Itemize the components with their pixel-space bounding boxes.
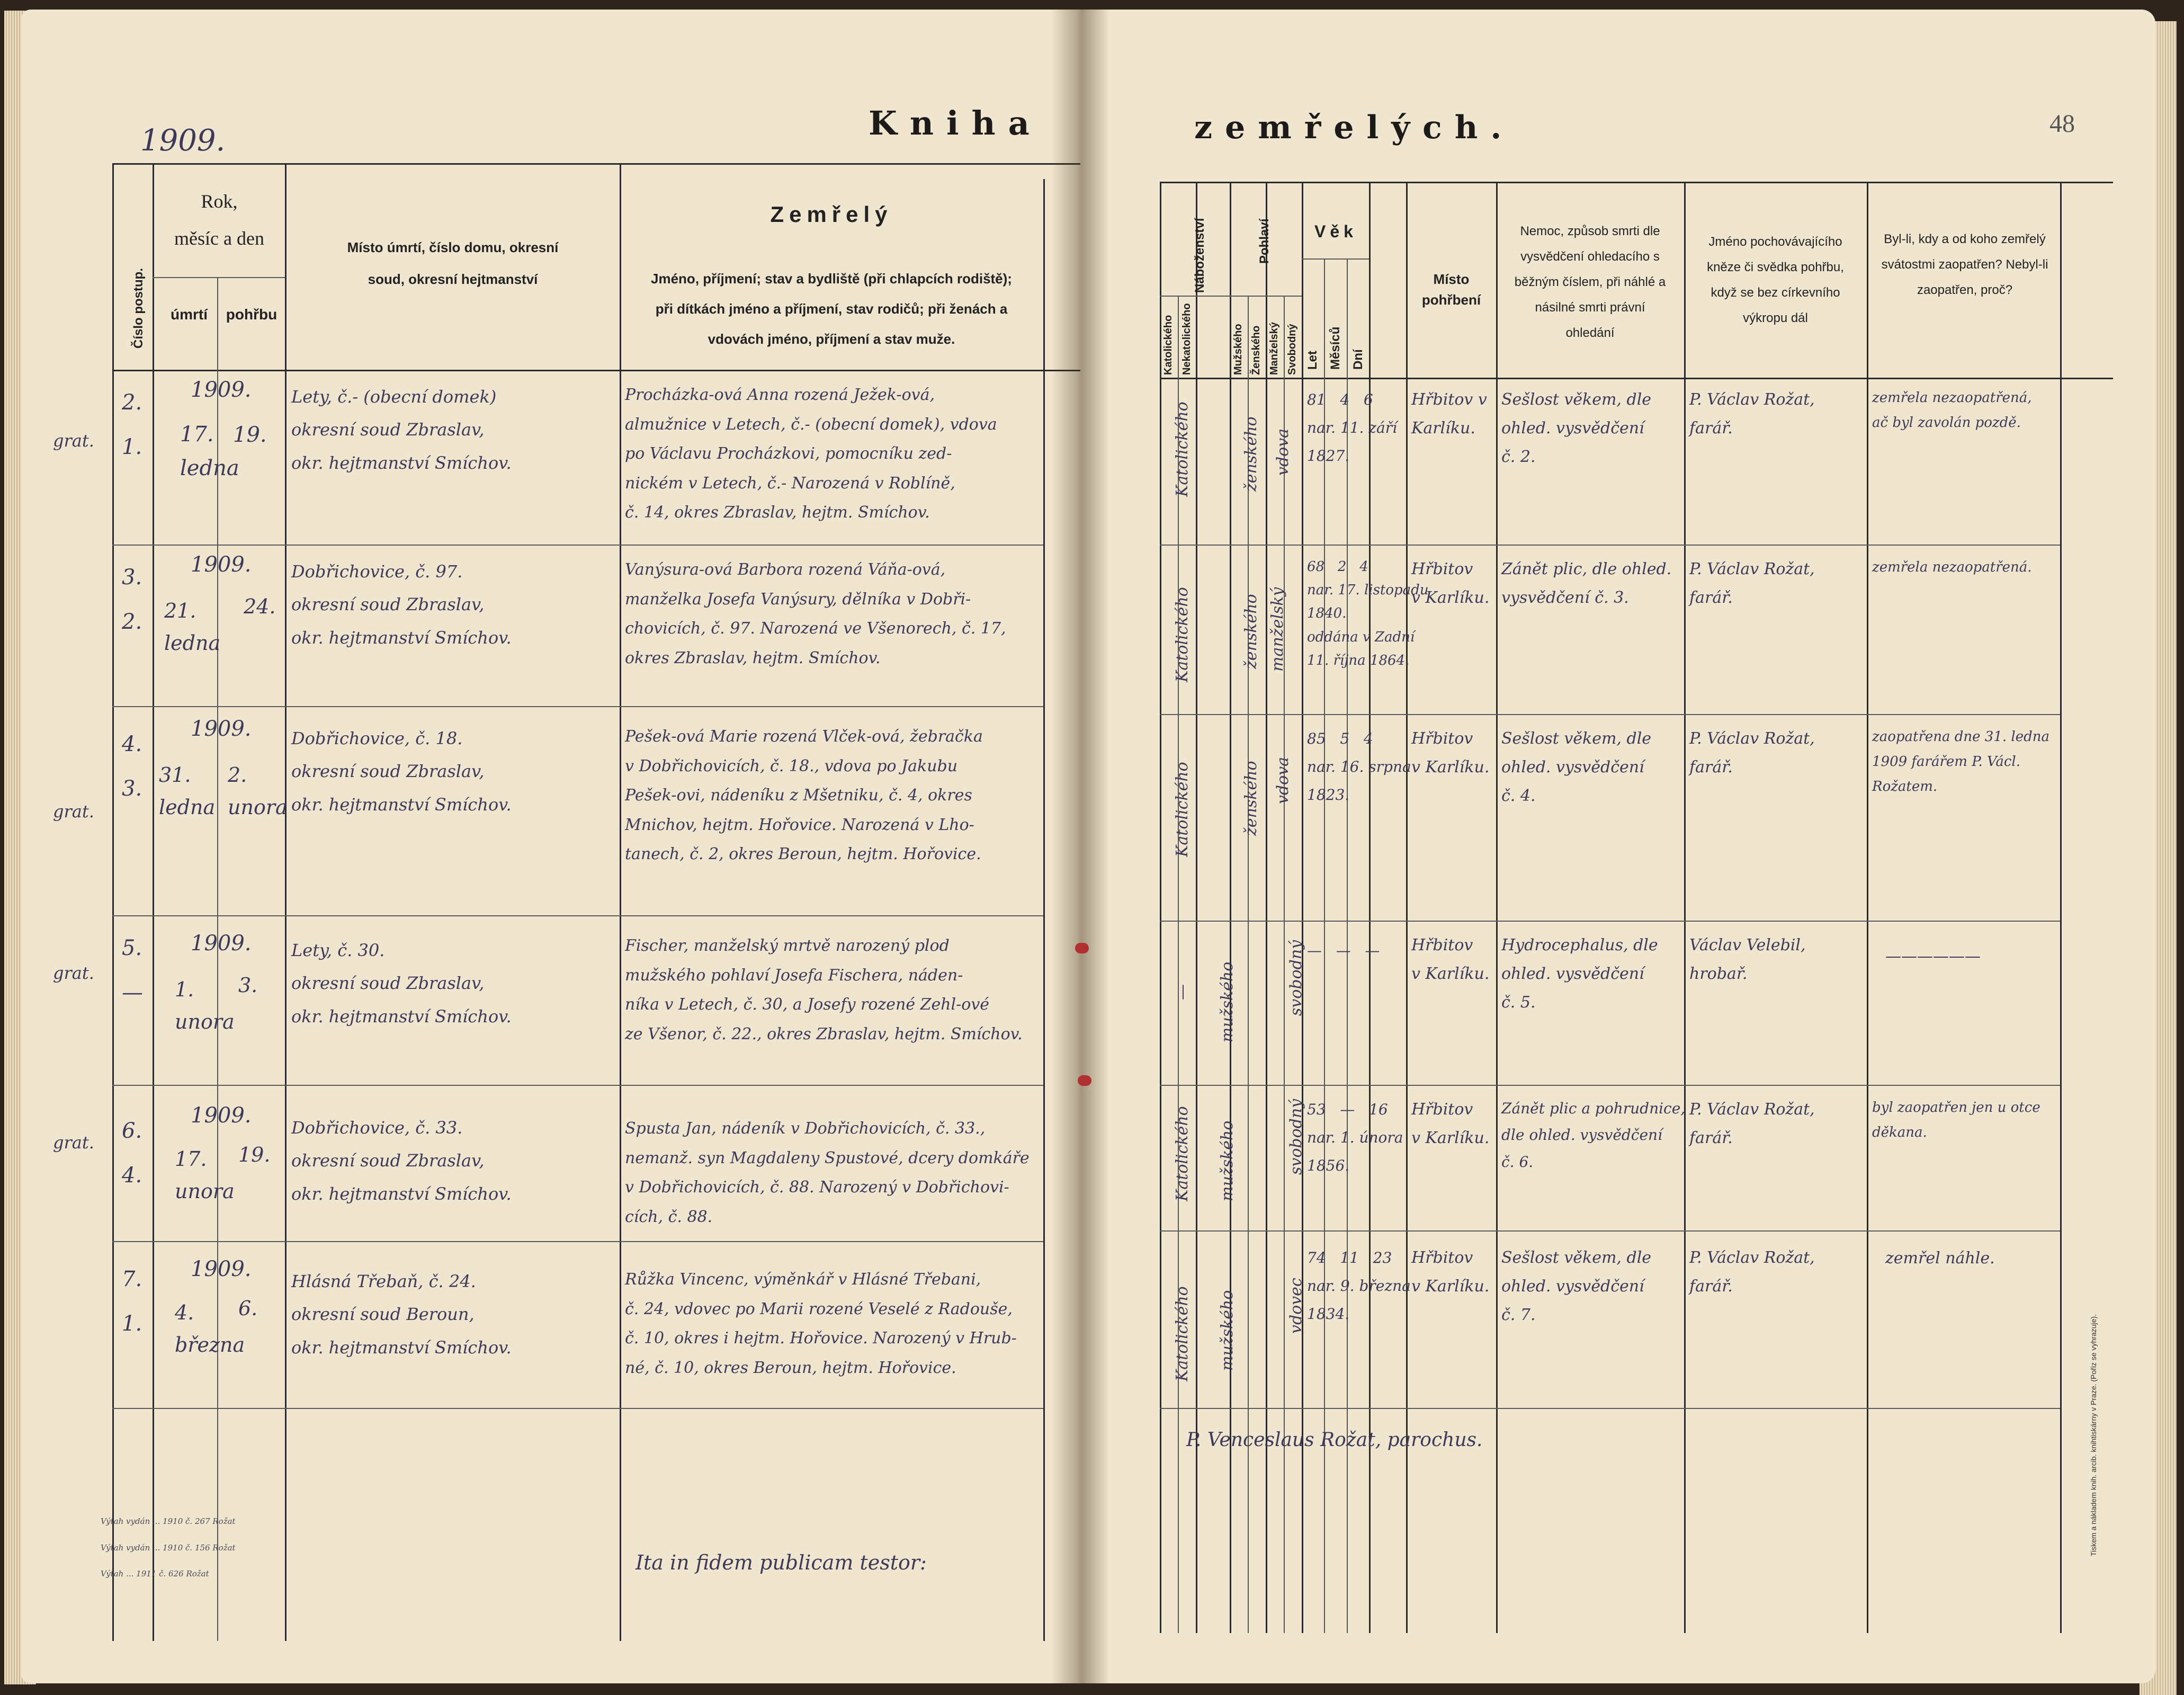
book-gutter [1051,10,1109,1683]
row-3-deceased: Pešek-ová Marie rozená Vlček-ová, žebračka v Dobřichovicích, č. 18., vdova po Jakubu Pešek-ovi, nádeníku z Mšetniku, č. 4, okres Mnichov, hejtm. Hořovice. Narozená v Lho- tanech, č. 2, okres Beroun, hejtm. Hořovice. [625,727,983,863]
row-4-burial: 3. [238,974,258,997]
row-1-margin: grat. [53,431,94,451]
row-4-place: Lety, č. 30. okresní soud Zbraslav, okr. hejtmanství Smíchov. [291,940,512,1027]
row-3-sex: ženského [1242,761,1260,836]
row-3-burial: 2. unora [228,763,288,819]
header-dni: Dní [1351,349,1365,370]
signature: P. Venceslaus Rožat, parochus. [1186,1429,1483,1451]
row-5-age: 53 — 16 nar. 1. února 1856. [1307,1101,1403,1175]
binding-thread-upper [1075,943,1089,953]
header-zaopatren: Byl-li, kdy a od koho zemřelý svátostmi zaopatřen? Nebyl-li zaopatřen, proč? [1881,232,2048,297]
header-pohrbu: pohřbu [226,306,278,323]
header-nekatolickeho: Nekatolického [1181,303,1193,375]
row-1-age: 81 4 6 nar. 11. září 1827. [1307,391,1398,465]
row-1-priest: P. Václav Rožat, farář. [1689,390,1815,438]
row-1-sacraments: zemřela nezaopatřená, ač byl zavolán pozdě. [1872,390,2032,431]
row-1-death: 17. ledna [180,422,239,480]
header-mesic-den: měsíc a den [174,228,264,249]
row-3-burial-place: Hřbitov v Karlíku. [1411,729,1490,777]
header-zenskeho: Ženského [1250,325,1262,375]
row-3-priest: P. Václav Rožat, farář. [1689,729,1815,777]
row-3-place: Dobřichovice, č. 18. okresní soud Zbraslav, okr. hejtmanství Smíchov. [291,728,512,815]
row-1-year: 1909. [191,378,252,402]
row-2-disease: Zánět plic, dle ohled. vysvědčení č. 3. [1501,560,1672,607]
row-1-status: vdova [1274,428,1292,476]
row-4-sacraments: —————— [1885,947,1981,966]
row-1-sex: ženského [1242,416,1260,492]
binding-thread-lower [1078,1075,1091,1086]
header-zemrely: Zemřelý [770,202,893,227]
header-nabozenstvi: Náboženství [1193,218,1207,293]
attestation: Ita in fidem publicam testor: [635,1551,927,1574]
row-4-priest: Václav Velebil, hrobař. [1689,936,1806,983]
row-3-age: 85 5 4 nar. 16. srpna 1823. [1307,730,1411,804]
row-2-deceased: Vanýsura-ová Barbora rozená Váňa-ová, manželka Josefa Vanýsury, dělníka v Dobři- chovicích, č. 97. Narozená ve Všenorech, č. 17, okres Zbraslav, hejtm. Smíchov. [625,560,1006,667]
row-3-disease: Sešlost věkem, dle ohled. vysvědčení č. 4. [1501,729,1652,805]
row-2-status: manželský [1268,587,1287,672]
header-muzskeho: Mužského [1232,324,1244,375]
row-4-status: svobodný [1287,940,1305,1016]
row-2-age: 68 2 4 nar. 17. listopadu 1840. oddána v Zadní 11. října 1864. [1307,559,1429,668]
row-6-status: vdovec [1287,1278,1305,1334]
row-6-priest: P. Václav Rožat, farář. [1689,1248,1815,1296]
header-misto-pohrbu: Místo pohřbení [1421,271,1481,308]
row-5-margin: grat. [53,1132,94,1153]
row-5-burial: 19. [238,1143,271,1166]
left-page [21,10,1086,1683]
row-1-burial: 19. [233,423,267,447]
row-3-status: vdova [1274,756,1292,804]
row-2-year: 1909. [191,552,252,577]
margin-extract-notes: Výtah vydán ... 1910 č. 267 Rožat Výtah vydán ... 1910 č. 156 Rožat Výtah ... 1911 č. 626 Rožat [101,1516,236,1578]
row-5-year: 1909. [191,1103,252,1128]
row-6-sacraments: zemřel náhle. [1885,1249,1995,1268]
row-5-disease: Zánět plic a pohrudnice, dle ohled. vysvědčení č. 6. [1501,1100,1686,1171]
header-katolickeho: Katolického [1162,315,1174,375]
title-left: Kniha [869,104,1042,142]
row-3-sacraments: zaopatřena dne 31. ledna 1909 farářem P. Václ. Rožatem. [1872,729,2050,795]
row-6-burial: 6. [238,1297,258,1320]
row-5-status: svobodný [1287,1099,1305,1175]
row-6-place: Hlásná Třebaň, č. 24. okresní soud Beroun, okr. hejtmanství Smíchov. [291,1271,512,1358]
row-2-burial-place: Hřbitov v Karlíku. [1411,560,1490,607]
row-5-sacraments: byl zaopatřen jen u otce děkana. [1872,1100,2040,1140]
year-heading: 1909. [140,123,226,158]
header-pohlavi: Pohlaví [1257,218,1272,264]
row-5-burial-place: Hřbitov v Karlíku. [1411,1100,1490,1147]
row-4-religion: — [1173,984,1192,1000]
header-let: Let [1305,351,1320,370]
row-6-death: 4. března [175,1301,245,1357]
row-6-age: 74 11 23 nar. 9. března 1834. [1307,1249,1411,1323]
row-6-burial-place: Hřbitov v Karlíku. [1411,1248,1490,1296]
row-6-deceased: Růžka Vincenc, výměnkář v Hlásné Třebani, č. 24, vdovec po Marii rozené Veselé z Radouše, č. 10, okres i hejtm. Hořovice. Narozený v Hrub- né, č. 10, okres Beroun, hejtm. Hořovice. [625,1270,1017,1377]
header-vek: Věk [1314,222,1357,241]
row-2-religion: Katolického [1173,587,1192,682]
row-6-number: 7. 1. [122,1267,142,1336]
header-mesicu: Měsíců [1328,326,1342,370]
row-3-religion: Katolického [1173,762,1192,857]
header-svobodny: Svobodný [1286,324,1298,375]
row-5-deceased: Spusta Jan, nádeník v Dobřichovicích, č. 33., nemanž. syn Magdaleny Spustové, dcery domkáře v Dobřichovicích, č. 88. Narozený v Dobřichovi- cích, č. 88. [625,1119,1030,1226]
row-5-sex: mužského [1218,1120,1237,1201]
row-2-place: Dobřichovice, č. 97. okresní soud Zbraslav, okr. hejtmanství Smíchov. [291,561,512,648]
header-cislo: Číslo postup. [131,268,146,349]
row-1-number: 2. 1. [122,390,142,459]
row-4-age: — — — [1307,942,1380,959]
row-5-death: 17. unora [175,1147,235,1203]
header-kneze: Jméno pochovávajícího kněze či svědka pohřbu, když se bez církevního výkropu dál [1707,235,1844,325]
row-6-sex: mužského [1218,1290,1237,1371]
row-3-margin: grat. [53,801,94,822]
row-3-death: 31. ledna [159,763,216,819]
header-misto: Místo úmrtí, číslo domu, okresní soud, okresní hejtmanství [347,239,559,287]
row-6-religion: Katolického [1173,1286,1192,1381]
row-2-sacraments: zemřela nezaopatřená. [1872,559,2032,575]
right-page [1080,10,2155,1683]
row-5-number: 6. 4. [122,1119,142,1188]
row-4-disease: Hydrocephalus, dle ohled. vysvědčení č. 5. [1501,936,1658,1012]
row-2-number: 3. 2. [122,565,142,634]
row-4-burial-place: Hřbitov v Karlíku. [1411,936,1490,983]
page-number: 48 [2049,110,2075,138]
row-1-burial-place: Hřbitov v Karlíku. [1411,390,1487,438]
printer-note: Tiskem a nákladem knih. arcib. knihtiskárny v Praze. (Pořiz se vyhrazuje). [2089,1314,2098,1556]
header-nemoc: Nemoc, způsob smrti dle vysvědčení ohledacího s běžným číslem, při náhlé a násilné smrti právní ohledání [1514,224,1666,340]
row-4-death: 1. unora [175,978,235,1033]
row-2-priest: P. Václav Rožat, farář. [1689,560,1815,607]
row-5-priest: P. Václav Rožat, farář. [1689,1100,1815,1147]
row-2-burial: 24. [244,595,276,618]
row-5-religion: Katolického [1173,1106,1192,1201]
header-umrti: úmrtí [171,306,208,323]
row-3-number: 4. 3. [122,732,142,801]
row-4-year: 1909. [191,931,252,956]
title-right: zemřelých. [1194,109,1515,146]
header-rok: Rok, [201,191,238,212]
row-2-death: 21. ledna [164,599,221,655]
row-4-margin: grat. [53,963,94,983]
row-3-year: 1909. [191,717,252,741]
row-4-deceased: Fischer, manželský mrtvě narozený plod mužského pohlaví Josefa Fischera, náden- níka v Letech, č. 30, a Josefy rozené Zehl-ové ze Všenor, č. 22., okres Zbraslav, hejtm. Smíchov. [625,936,1023,1043]
header-zemrely-sub: Jméno, příjmení; stav a bydliště (při chlapcích rodiště); při dítkách jméno a příjmení, stav rodičů; při ženách a vdovách jméno, příjmení a stav muže. [651,271,1012,347]
row-4-sex: mužského [1218,961,1237,1042]
row-6-disease: Sešlost věkem, dle ohled. vysvědčení č. 7. [1501,1248,1652,1324]
row-1-place: Lety, č.- (obecní domek) okresní soud Zbraslav, okr. hejtmanství Smíchov. [291,387,512,473]
row-1-disease: Sešlost věkem, dle ohled. vysvědčení č. 2. [1501,390,1652,466]
row-2-sex: ženského [1242,594,1260,669]
row-1-religion: Katolického [1173,402,1192,497]
row-6-year: 1909. [191,1257,252,1281]
header-manzelsky: Manželský [1268,322,1280,375]
row-1-deceased: Procházka-ová Anna rozená Ježek-ová, almužnice v Letech, č.- (obecní domek), vdova po Václavu Procházkovi, pomocníku zed- nickém v Letech, č.- Narozená v Roblíně, č. 14, okres Zbraslav, hejtm. Smíchov. [625,386,997,522]
row-5-place: Dobřichovice, č. 33. okresní soud Zbraslav, okr. hejtmanství Smíchov. [291,1118,512,1204]
row-4-number: 5. — [122,936,143,1005]
